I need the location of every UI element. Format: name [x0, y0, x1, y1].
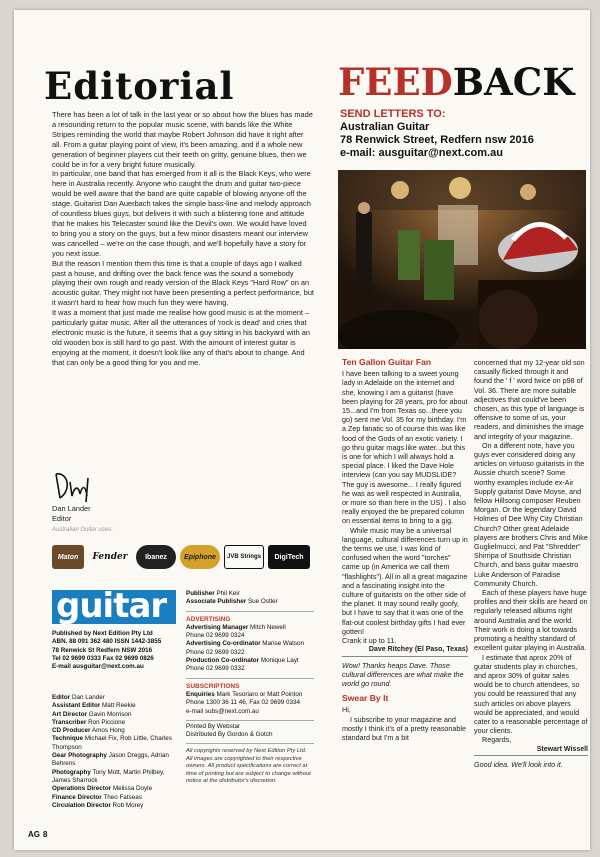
- associate-publisher-row: Associate Publisher Sue Ostler: [186, 598, 278, 606]
- staff-row: Transcriber Ron Piccione: [52, 718, 126, 726]
- editor-name: Dan Lander: [52, 504, 91, 513]
- staff-row: Finance Director Theo Fatseas: [52, 793, 142, 801]
- letter-signature: Stewart Wissell: [474, 745, 588, 756]
- brand-logo-epiphone: Epiphone: [180, 545, 220, 569]
- staff-row: Art Director Gavin Morrison: [52, 710, 132, 718]
- editor-reply: Good idea. We'll look into it.: [474, 759, 563, 769]
- letter-paragraph: I estimate that aprox 20% of guitar students play in churches, and aprox 30% of guitar sales would be to church attendees, so you could be reassured that any such articles on above players would be appreciated, and would cater to a reasonable percentage of your clients.: [474, 652, 588, 736]
- brands-label: Australian Guitar uses:: [52, 527, 113, 533]
- letter-closing: Regards,: [482, 735, 512, 745]
- letter-title: Ten Gallon Guitar Fan: [342, 357, 432, 367]
- letter-greeting: Hi,: [342, 705, 351, 715]
- publisher-row: Publisher Phil Keir: [186, 590, 240, 597]
- brand-logo-fender: Fender: [88, 545, 132, 569]
- letter-paragraph: Each of these players have huge profiles and their skills are heard on regularly released albums right around Australia and the world. Their work is doing a lot towards promoting a healthy standard of excellent guitar playing in Australia.: [474, 588, 588, 653]
- enquiries-row: Enquiries Mark Tesoriaro or Matt Pointon: [186, 690, 303, 698]
- send-heading: SEND LETTERS TO:: [340, 108, 446, 120]
- staff-row: Photography Tony Mott, Martin Philbey, James Sharrock: [52, 768, 165, 784]
- brand-logo-jvb: JVB Strings: [224, 545, 264, 569]
- page-folio: AG 8: [28, 830, 48, 839]
- staff-row: CD Producer Amos Hong: [52, 727, 125, 735]
- copyright-notice: All copyrights reserved by Next Edition Pty Ltd. All images are copyrighted to their respective owners. All product specifications are correct at time of printing but are subject to change without notice at the distributor's discretion.: [186, 748, 311, 785]
- letters-column-2: [474, 358, 588, 775]
- editorial-paragraph: There has been a lot of talk in the last year or so about how the blues has made a resounding return to the popular music scene, with bands like the White Stripes reminding the world that maybe Robert Johnson did have it right after all. From a guitar playing point of view, it's been amazing, and if a whole new generation of beginner players cut their teeth on gritty, genuine blues, then we could be in for a very bright future musically.: [52, 110, 313, 169]
- printed-by: Printed By Webstar: [186, 722, 241, 730]
- advertising-phone: Phone 02 9699 0332: [186, 665, 245, 673]
- publisher-line: E-mail ausguitar@next.com.au: [52, 663, 144, 671]
- staff-row: Circulation Director Rob Morey: [52, 801, 144, 809]
- advertising-heading: ADVERTISING: [186, 615, 231, 623]
- editorial-paragraph: In particular, one band that has emerged from it all is the Black Keys, who were here in Australia recently. Anyone who caught the drum and guitar two-piece would be well aware that the band are quite capable of blowing anyone off the stage. Guitarist Dan Auerbach takes the simple bass-line and melody approach of countless blues guys, but delivers it with such a blistering tone and attitude that he makes his Telecaster sound like the Devil's own. We would have loved to bring you a story on the guys, but a few minor disasters meant our interview was cancelled – we're on the case though, and we'll hopefully have a story for you next issue.: [52, 169, 311, 258]
- publisher-line: ABN. 88 091 362 480 ISSN 1442-3855: [52, 638, 162, 646]
- advertising-row: Advertising Manager Mitch Newell: [186, 623, 286, 631]
- letter-signature: Dave Ritchey (El Paso, Texas): [342, 645, 468, 656]
- letter-paragraph: Crank it up to 11.: [342, 636, 397, 646]
- letters-column-1: [342, 358, 468, 742]
- press-conference-photo: [338, 170, 586, 349]
- subscription-email: e-mail subs@next.com.au: [186, 707, 259, 715]
- staff-row: Technique Michael Fix, Rob Little, Charles Thompson: [52, 735, 172, 751]
- masthead: [52, 586, 314, 830]
- send-name: Australian Guitar: [340, 121, 430, 133]
- subscriptions-heading: SUBSCRIPTIONS: [186, 682, 240, 690]
- magazine-page: [14, 10, 590, 850]
- publisher-line: 78 Renwick St Redfern NSW 2016: [52, 646, 153, 654]
- letter-paragraph: I have been talking to a sweet young lady in Adelaide on the internet and she, knowing I am a guitarist (have been playing for 28 years, pro for about 15...and I'm from Texas so...there you go) sent me Vol. 35 for my birthday. I'm a Zep fanatic so of course this was like food of the Gods of an exotic variety. I go thru guitar mags like water...but this is one for which I will always hold a special place. I liked the Dave Hole interview (can you say MUDSLIDE? The guy is awesome... I really figured he was as well respected in Australia, or more so than here in the US) . I also really enjoyed the be prepared column on essential items to bring to a gig.: [342, 369, 468, 526]
- photo-illustration: [338, 170, 586, 349]
- advertising-row: Production Co-ordinator Monique Layt: [186, 657, 299, 665]
- brand-logo-maton: Maton: [52, 545, 84, 569]
- signature-scribble: [52, 468, 96, 504]
- editor-role: Editor: [52, 514, 72, 523]
- send-address: 78 Renwick Street, Redfern nsw 2016: [340, 134, 534, 146]
- editor-reply: Wow! Thanks heaps Dave. Those cultural differences are what make the world go round.: [342, 660, 464, 688]
- staff-list: [52, 694, 176, 810]
- staff-row: Assistant Editor Matt Reekie: [52, 702, 136, 710]
- staff-row: Editor Dan Lander: [52, 694, 105, 701]
- advertising-column: [186, 590, 314, 785]
- brand-logos: [52, 545, 314, 569]
- letter-title: Swear By It: [342, 693, 389, 704]
- staff-row: Gear Photography Jason Dreggs, Adrian Behrens: [52, 752, 169, 768]
- letter-paragraph: concerned that my 12-year old son casually flicked through it and found the ' f ' word twice on p98 of Vol. 36. There are more suitable adjectives that could've been chosen, as this type of language is offensive to some of us, your readers, and diminishes the image and integrity of your magazine.: [474, 358, 585, 441]
- send-email: e-mail: ausguitar@next.com.au: [340, 147, 503, 159]
- feedback-title: FEEDBACK: [338, 60, 575, 104]
- letter-paragraph: While music may be a universal language, cultural differences turn up in the terms we use. I was kind of confused when the word "torches" came up (in America we call them "flashlights"). All in all a great magazine and a fascinating insight into the culture of guitarists on the other side of the planet. It may sound really goofy, but I have to say that it was one of the flat-out coolest birthday gifts I had ever gotten!: [342, 525, 468, 636]
- editorial-body: [52, 110, 314, 368]
- brand-logo-digitech: DigiTech: [268, 545, 310, 569]
- subscription-phone: Phone 1300 36 11 46, Fax 02 9699 0334: [186, 699, 301, 707]
- advertising-row: Advertising Co-ordinator Marise Watson: [186, 640, 305, 648]
- editor-signature-block: [52, 468, 172, 524]
- advertising-phone: Phone 02 9699 0324: [186, 632, 245, 640]
- editorial-paragraph: It was a moment that just made me realise how good music is at the moment – particularly guitar music. After all the utterances of 'rock is dead' and cries that electronic music is the future, it seems that a guy sitting in his backyard with an old wooden box is still hard to go past. With the amount of interest guitar is enjoying at the moment, it doesn't look like any of that's about to change. And that can only be a good thing for you and me.: [52, 308, 310, 367]
- send-letters-block: [340, 108, 580, 160]
- staff-row: Operations Director Melissa Doyle: [52, 785, 153, 793]
- letter-paragraph: On a different note, have you guys ever considered doing any articles on virtuoso guitarists in the Aussie church scene? Some worthy examples include ex-Air Supply guitarist Dave Moyse, and fellow Hillsong composer Reuben Morgan. Or the legendary David Holmes of Dee Why City Christian Church? Other great Adelaide players are brothers Chris and Mike Guglielmucci, and Pat "Shredder" Shirripa of Southside Christian Church, and bass guitar maestro Luke Anderson of Paradise Community Church.: [474, 440, 588, 588]
- publisher-info: [52, 630, 176, 671]
- publisher-line: Tel 02 9699 0333 Fax 02 9699 0826: [52, 654, 154, 662]
- distributed-by: Distributed By Gordon & Gotch: [186, 731, 273, 739]
- editorial-paragraph: But the reason I mention them this time is that a couple of days ago I walked past a house, and drifting over the back fence was the sound a somebody playing their own rough and ready version of the Black Keys "Hard Row" on an acoustic guitar. They might not have been presenting a perfect performance, but it wasn't hard to hear how much fun they were having.: [52, 258, 314, 308]
- brand-logo-ibanez: Ibanez: [136, 545, 176, 569]
- publisher-line: Published by Next Edition Pty Ltd: [52, 630, 153, 637]
- letter-paragraph: I subscribe to your magazine and mostly I think it's of a pretty reasonable standard but I'm a bit: [342, 714, 467, 742]
- guitar-logo: guitar: [52, 590, 176, 624]
- editorial-title: Editorial: [44, 64, 235, 108]
- advertising-phone: Phone 02 9699 0322: [186, 648, 245, 656]
